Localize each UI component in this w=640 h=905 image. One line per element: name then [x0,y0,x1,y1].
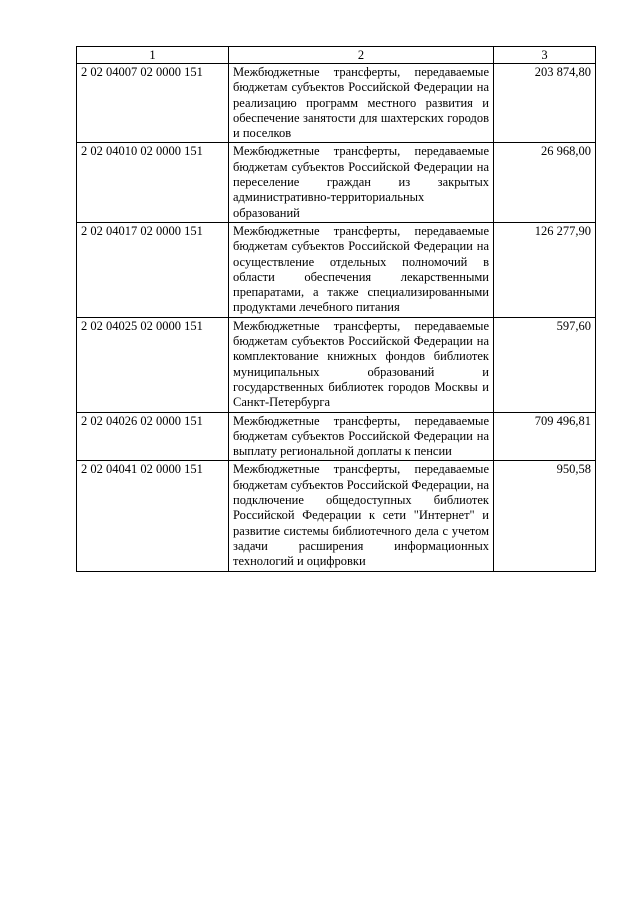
amount-cell: 203 874,80 [494,64,596,143]
table-row [77,412,596,461]
budget-code-cell: 2 02 04007 02 0000 151 [77,64,229,143]
table-row [77,461,596,571]
table-row [77,222,596,317]
description-cell: Межбюджетные трансферты, передаваемые бюджетам субъектов Российской Федерации на переселение граждан из закрытых административно-территориальных образований [229,143,494,222]
amount-cell: 126 277,90 [494,222,596,317]
column-header-1: 1 [77,47,229,64]
budget-code-cell: 2 02 04041 02 0000 151 [77,461,229,571]
budget-code-cell: 2 02 04010 02 0000 151 [77,143,229,222]
budget-table [76,46,596,572]
table-row [77,317,596,412]
budget-code-cell: 2 02 04025 02 0000 151 [77,317,229,412]
table-row [77,64,596,143]
description-cell: Межбюджетные трансферты, передаваемые бюджетам субъектов Российской Федерации на осуществление отдельных полномочий в области обеспечения лекарственными препаратами, а также специализированными продуктами лечебного питания [229,222,494,317]
amount-cell: 709 496,81 [494,412,596,461]
description-cell: Межбюджетные трансферты, передаваемые бюджетам субъектов Российской Федерации на выплату региональной доплаты к пенсии [229,412,494,461]
column-header-2: 2 [229,47,494,64]
budget-code-cell: 2 02 04026 02 0000 151 [77,412,229,461]
description-cell: Межбюджетные трансферты, передаваемые бюджетам субъектов Российской Федерации на реализацию программ местного развития и обеспечение занятости для шахтерских городов и поселков [229,64,494,143]
amount-cell: 950,58 [494,461,596,571]
table-row [77,143,596,222]
amount-cell: 26 968,00 [494,143,596,222]
budget-code-cell: 2 02 04017 02 0000 151 [77,222,229,317]
header-row [77,47,596,64]
column-header-3: 3 [494,47,596,64]
description-cell: Межбюджетные трансферты, передаваемые бюджетам субъектов Российской Федерации, на подключение общедоступных библиотек Российской Федерации к сети "Интернет" и развитие системы библиотечного дела с учетом задачи расширения информационных технологий и оцифровки [229,461,494,571]
amount-cell: 597,60 [494,317,596,412]
description-cell: Межбюджетные трансферты, передаваемые бюджетам субъектов Российской Федерации на комплектование книжных фондов библиотек муниципальных образований и государственных библиотек городов Москвы и Санкт-Петербурга [229,317,494,412]
